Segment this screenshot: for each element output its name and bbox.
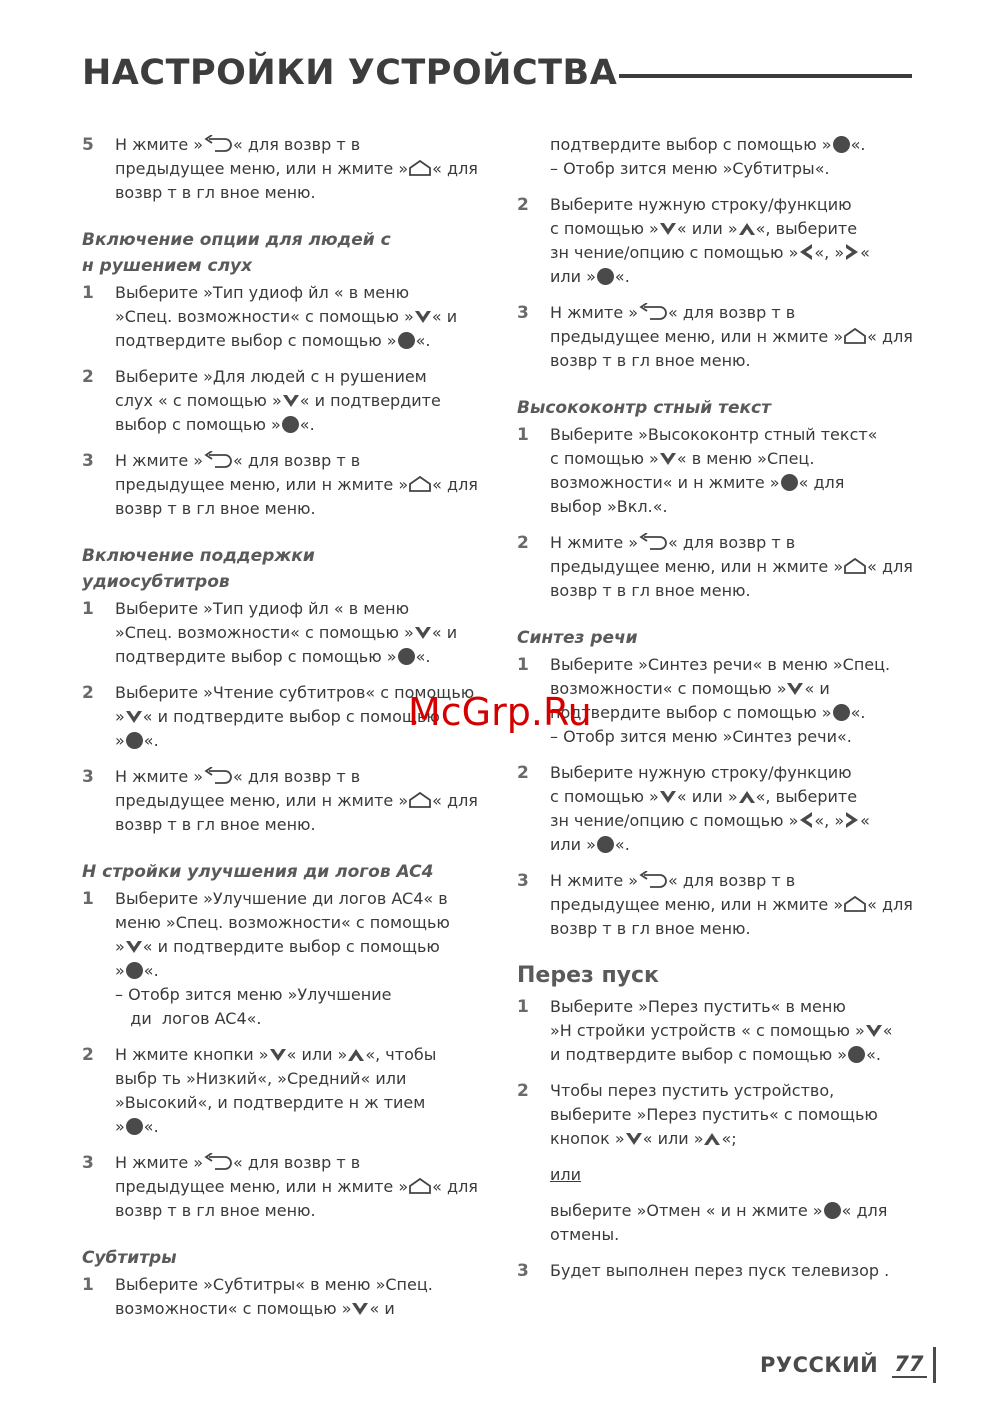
step: [517, 1079, 927, 1151]
step: [82, 1043, 492, 1139]
left-arrow-icon: [798, 243, 814, 261]
step-text: Выберите »Высококонтр стный текст« с помощью » « в меню »Спец. возможности« и н жмите » « для выбор »Вкл.«.: [550, 425, 878, 516]
down-arrow-icon: [125, 709, 143, 725]
down-arrow-icon: [351, 1301, 369, 1317]
step: [82, 133, 492, 205]
step-text: Н жмите » « для возвр т в предыдущее меню, или н жмите » « для возвр т в гл вное меню.: [550, 303, 913, 370]
step-text: Н жмите кнопки » « или » «, чтобы выбр ть »Низкий«, »Средний« или »Высокий«, и подтвердите н ж тием » «.: [115, 1045, 437, 1136]
subheading: Субтитры: [82, 1248, 177, 1268]
step-text: Выберите »Тип удиоф йл « в меню »Спец. возможности« с помощью » « и подтвердите выбор с помощью » «.: [115, 283, 458, 350]
down-arrow-icon: [659, 451, 677, 467]
step-text: Выберите нужную строку/функцию с помощью » « или » «, выберите зн чение/опцию с помощью » «, » « или » «.: [550, 763, 870, 854]
step: [82, 281, 492, 353]
step-number: 1: [517, 997, 529, 1017]
ok-button-icon: [597, 268, 614, 285]
step: [517, 995, 927, 1067]
footer-language: РУССКИЙ: [760, 1353, 879, 1377]
step-number: 1: [517, 425, 529, 445]
home-icon: [843, 327, 867, 345]
ok-button-icon: [282, 416, 299, 433]
step-text: Выберите »Перез пустить« в меню »Н стройки устройств « с помощью » « и подтвердите выбор с помощью » «.: [550, 997, 893, 1064]
step-text: Чтобы перез пустить устройство, выберите »Перез пустить« с помощью кнопок » « или » «;: [550, 1081, 878, 1148]
ok-button-icon: [781, 474, 798, 491]
step-number: 2: [517, 533, 529, 553]
step: [82, 449, 492, 521]
step-text: Н жмите » « для возвр т в предыдущее меню, или н жмите » « для возвр т в гл вное меню.: [115, 451, 478, 518]
back-icon: [638, 533, 668, 551]
watermark: McGrp.Ru: [408, 690, 592, 734]
page-header: [82, 48, 912, 98]
step-number: 1: [82, 1275, 94, 1295]
step-text: Выберите »Для людей с н рушением слух « с помощью » « и подтвердите выбор с помощью » «.: [115, 367, 441, 434]
down-arrow-icon: [269, 1047, 287, 1063]
step: [517, 423, 927, 519]
back-icon: [203, 451, 233, 469]
subheading: Высококонтр стный текст: [517, 398, 771, 418]
footer-bar: [933, 1347, 936, 1383]
step-number: 3: [82, 767, 94, 787]
ok-button-icon: [848, 1046, 865, 1063]
down-arrow-icon: [865, 1023, 883, 1039]
step-text: Н жмите » « для возвр т в предыдущее меню, или н жмите » « для возвр т в гл вное меню.: [550, 871, 913, 938]
step: [517, 193, 927, 289]
section-heading: Перез пуск: [517, 963, 659, 988]
step-number: 5: [82, 135, 94, 155]
right-arrow-icon: [844, 243, 860, 261]
page-number: 77: [892, 1352, 927, 1378]
step-number: 2: [82, 683, 94, 703]
down-arrow-icon: [786, 681, 804, 697]
up-arrow-icon: [738, 789, 756, 805]
step-text: Выберите »Тип удиоф йл « в меню »Спец. возможности« с помощью » « и подтвердите выбор с помощью » «.: [115, 599, 458, 666]
back-icon: [638, 303, 668, 321]
step-number: 2: [82, 367, 94, 387]
step: [82, 365, 492, 437]
step-text: Н жмите » « для возвр т в предыдущее меню, или н жмите » « для возвр т в гл вное меню.: [550, 533, 913, 600]
step: [82, 597, 492, 669]
down-arrow-icon: [414, 625, 432, 641]
back-icon: [638, 871, 668, 889]
page-footer: [760, 1345, 936, 1385]
ok-button-icon: [824, 1202, 841, 1219]
home-icon: [408, 1177, 432, 1195]
step: [517, 531, 927, 603]
ok-button-icon: [398, 332, 415, 349]
down-arrow-icon: [625, 1131, 643, 1147]
down-arrow-icon: [125, 939, 143, 955]
step-continuation: выберите »Отмен « и н жмите » « для отмены.: [550, 1201, 888, 1244]
subheading: Синтез речи: [517, 628, 638, 648]
page-title: НАСТРОЙКИ УСТРОЙСТВА: [82, 53, 618, 93]
step: [517, 1259, 927, 1283]
step-number: 3: [82, 1153, 94, 1173]
step: [82, 765, 492, 837]
down-arrow-icon: [659, 221, 677, 237]
up-arrow-icon: [347, 1047, 365, 1063]
up-arrow-icon: [703, 1131, 721, 1147]
header-rule: [619, 74, 912, 78]
step-number: 3: [517, 1261, 529, 1281]
ok-button-icon: [833, 136, 850, 153]
step: [517, 761, 927, 857]
subheading: Включение опции для людей с н рушением слух: [82, 230, 391, 276]
ok-button-icon: [126, 962, 143, 979]
step-number: 1: [82, 599, 94, 619]
step-number: 2: [517, 763, 529, 783]
step-text: Выберите »Субтитры« в меню »Спец. возможности« с помощью » « и: [115, 1275, 433, 1318]
step-text: Выберите »Чтение субтитров« с помощью » « и подтвердите выбор с помощью » «.: [115, 683, 475, 750]
step-number: 2: [517, 195, 529, 215]
step-text: Выберите »Улучшение ди логов AC4« в меню »Спец. возможности« с помощью » « и подтвердите выбор с помощью » «. – Отобр зится меню »Улучшение ди логов AC4«.: [115, 889, 450, 1028]
step-text: Выберите нужную строку/функцию с помощью » « или » «, выберите зн чение/опцию с помощью » «, » « или » «.: [550, 195, 870, 286]
home-icon: [843, 895, 867, 913]
down-arrow-icon: [659, 789, 677, 805]
subheading: Н стройки улучшения ди логов AC4: [82, 862, 434, 882]
step-continuation: подтвердите выбор с помощью » «. – Отобр зится меню »Субтитры«.: [550, 135, 866, 178]
step: [517, 301, 927, 373]
subheading: Включение поддержки удиосубтитров: [82, 546, 315, 592]
ok-button-icon: [833, 704, 850, 721]
down-arrow-icon: [414, 309, 432, 325]
back-icon: [203, 135, 233, 153]
step-number: 1: [82, 283, 94, 303]
step-text: Выберите »Синтез речи« в меню »Спец. возможности« с помощью » « и подтвердите выбор с помощью » «. – Отобр зится меню »Синтез речи«.: [550, 655, 891, 746]
step: [82, 1151, 492, 1223]
back-icon: [203, 1153, 233, 1171]
left-arrow-icon: [798, 811, 814, 829]
back-icon: [203, 767, 233, 785]
step-number: 3: [82, 451, 94, 471]
step-number: 1: [82, 889, 94, 909]
step-number: 3: [517, 871, 529, 891]
up-arrow-icon: [738, 221, 756, 237]
ok-button-icon: [126, 1118, 143, 1135]
step-text: Н жмите » « для возвр т в предыдущее меню, или н жмите » « для возвр т в гл вное меню.: [115, 135, 478, 202]
step-number: 2: [517, 1081, 529, 1101]
home-icon: [408, 791, 432, 809]
step-number: 1: [517, 655, 529, 675]
ok-button-icon: [126, 732, 143, 749]
home-icon: [843, 557, 867, 575]
step: [82, 1273, 492, 1321]
step: [517, 869, 927, 941]
step-number: 3: [517, 303, 529, 323]
step: [82, 887, 492, 1031]
step-text: Н жмите » « для возвр т в предыдущее меню, или н жмите » « для возвр т в гл вное меню.: [115, 1153, 478, 1220]
ok-button-icon: [597, 836, 614, 853]
or-separator: или: [550, 1165, 582, 1184]
right-arrow-icon: [844, 811, 860, 829]
step-text: Будет выполнен перез пуск телевизор .: [550, 1261, 890, 1280]
down-arrow-icon: [282, 393, 300, 409]
ok-button-icon: [398, 648, 415, 665]
home-icon: [408, 475, 432, 493]
home-icon: [408, 159, 432, 177]
step-text: Н жмите » « для возвр т в предыдущее меню, или н жмите » « для возвр т в гл вное меню.: [115, 767, 478, 834]
step-number: 2: [82, 1045, 94, 1065]
